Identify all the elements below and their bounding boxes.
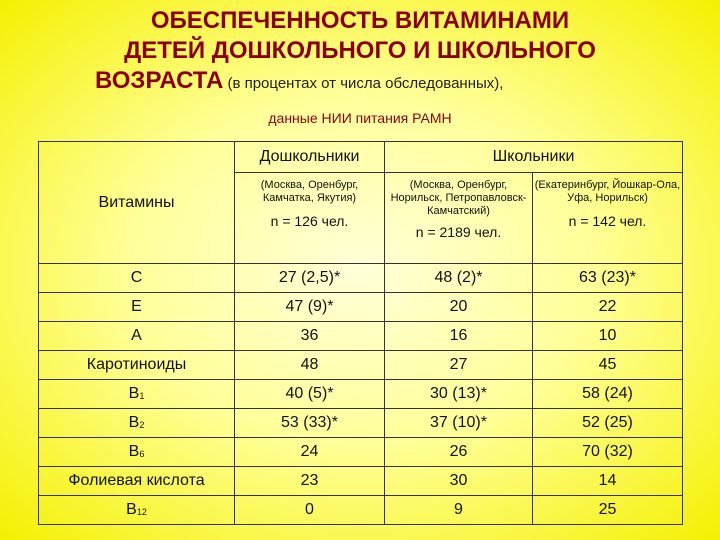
table-row [39,380,683,409]
table-row [39,293,683,322]
value-cell: 52 (25) [533,409,683,438]
value-cell: 40 (5)* [235,380,385,409]
value-cell: 26 [385,438,533,467]
column-preschool [235,173,385,264]
value-cell: 24 [235,438,385,467]
value-cell: 27 [385,351,533,380]
column-sample-size: n = 2189 чел. [415,224,502,240]
vitamins-header: Витамины [39,142,235,264]
value-cell: 0 [235,496,385,525]
value-cell: 63 (23)* [533,264,683,293]
group-preschool-header: Дошкольники [235,142,385,173]
table-row [39,322,683,351]
value-cell: 20 [385,293,533,322]
value-cell: 47 (9)* [235,293,385,322]
table-row [39,264,683,293]
source-note: данные НИИ питания РАМН [268,110,452,126]
column-cities: (Екатеринбург, Йошкар-Ола, Уфа, Норильск) [534,179,681,204]
vitamin-name: A [39,322,235,351]
title-line-3 [95,66,503,99]
value-cell: 48 [235,351,385,380]
vitamin-name: E [39,293,235,322]
column-sample-size: n = 126 чел. [270,213,349,229]
value-cell: 36 [235,322,385,351]
table-row [39,351,683,380]
title-line-3-note: (в процентах от числа обследованных), [223,75,504,92]
value-cell: 53 (33)* [235,409,385,438]
column-cities: (Москва, Оренбург, Камчатка, Якутия) [260,179,359,204]
value-cell: 25 [533,496,683,525]
table-row [39,467,683,496]
value-cell: 45 [533,351,683,380]
value-cell: 22 [533,293,683,322]
column-sample-size: n = 142 чел. [568,213,647,229]
title-line-3-main: ВОЗРАСТА [95,67,224,94]
table-row [39,496,683,525]
title-line-2: ДЕТЕЙ ДОШКОЛЬНОГО И ШКОЛЬНОГО [124,37,596,64]
vitamin-name: $B_6$ [39,438,235,467]
value-cell: 14 [533,467,683,496]
table-row [39,409,683,438]
vitamin-name: Каротиноиды [39,351,235,380]
value-cell: 16 [385,322,533,351]
value-cell: 23 [235,467,385,496]
value-cell: 27 (2,5)* [235,264,385,293]
value-cell: 70 (32) [533,438,683,467]
vitamin-name: $B_2$ [39,409,235,438]
column-school-2 [533,173,683,264]
value-cell: 30 (13)* [385,380,533,409]
group-school-header: Школьники [385,142,683,173]
column-cities: (Москва, Оренбург, Норильск, Петропавловск-Камчатский) [390,179,527,217]
vitamin-name: $B_1$ [39,380,235,409]
title-line-1: ОБЕСПЕЧЕННОСТЬ ВИТАМИНАМИ [150,7,570,34]
vitamin-name: $B_{12}$ [39,496,235,525]
value-cell: 10 [533,322,683,351]
table-row [39,438,683,467]
value-cell: 30 [385,467,533,496]
value-cell: 37 (10)* [385,409,533,438]
value-cell: 48 (2)* [385,264,533,293]
value-cell: 9 [385,496,533,525]
column-school-1 [385,173,533,264]
vitamin-table [38,141,683,525]
value-cell: 58 (24) [533,380,683,409]
vitamin-name: C [39,264,235,293]
table-body [39,264,683,525]
vitamin-name: Фолиевая кислота [39,467,235,496]
